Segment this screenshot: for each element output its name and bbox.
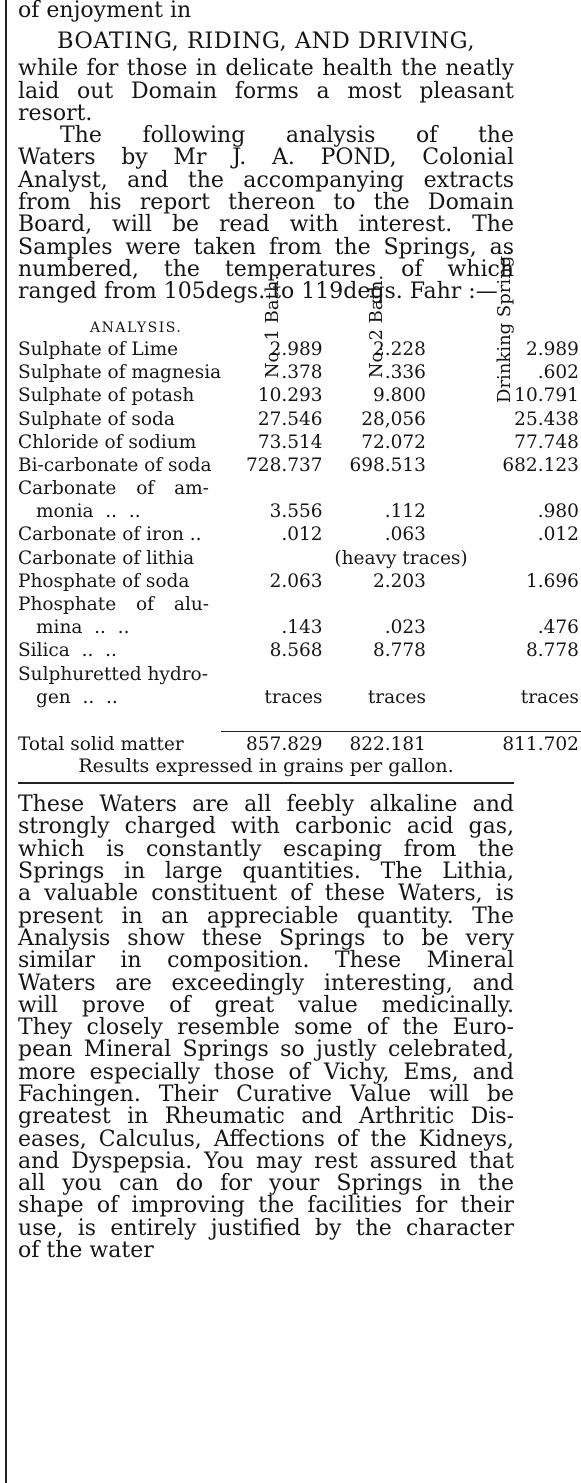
text-line: Analyst, and the accompanying extracts	[18, 167, 514, 193]
text-line: Analysis show these Springs to be very	[18, 925, 514, 951]
intro-line: of enjoyment in	[18, 0, 192, 23]
table-row: Sulphate of soda 27.546 28,056 25.438	[18, 408, 579, 430]
text-line: more especially those of Vichy, Ems, and	[18, 1059, 514, 1085]
table-row: Bi-carbonate of soda 728.737 698.513 682.123	[18, 454, 579, 476]
text-line: similar in composition. These Mineral	[18, 948, 514, 974]
table-row: Phosphate of alu-	[18, 594, 210, 615]
table-row: Sulphate of Lime 2.989 2.228 2.989	[18, 338, 579, 360]
text-line: all you can do for your Springs in the	[18, 1171, 514, 1197]
text-line: greatest in Rheumatic and Arthritic Dis-	[18, 1104, 514, 1130]
text-line: Springs in large quantities. The Lithia,	[18, 859, 514, 885]
section-divider	[18, 782, 514, 784]
column-header: No. 2 Bath.	[365, 274, 387, 378]
table-row: Carbonate of iron .. .012 .063 .012	[18, 524, 579, 546]
article-column	[18, 0, 579, 1264]
text-line: Waters by Mr J. A. POND, Colonial	[18, 145, 514, 171]
table-row: Carbonate of am-	[18, 478, 209, 500]
text-line: Board, will be read with interest. The	[18, 212, 514, 238]
text-line: pean Mineral Springs so justly celebrated,	[18, 1037, 514, 1063]
table-row: Chloride of sodium 73.514 72.072 77.748	[18, 431, 579, 453]
heavy-traces-note: (heavy traces)	[334, 547, 468, 569]
text-line: strongly charged with carbonic acid gas,	[18, 814, 514, 840]
table-row: Phosphate of soda 2.063 2.203 1.696	[18, 570, 579, 592]
table-row: Sulphate of potash 10.293 9.800 10.791	[18, 385, 579, 407]
paragraph-1	[18, 58, 514, 125]
table-row: Carbonate of lithia (heavy traces)	[18, 545, 581, 568]
text-line: which is constantly escaping from the	[18, 836, 514, 862]
table-row: Sulphate of magnesia .378 .336 .602	[18, 362, 579, 384]
table-row: mina .. .. .143 .023 .476	[36, 617, 579, 639]
text-line: resort.	[18, 100, 93, 126]
text-line: Waters are exceedingly interesting, and	[18, 970, 514, 996]
text-line: Samples were taken from the Springs, as	[18, 234, 514, 260]
column-header: No. 1 Bath.	[262, 274, 284, 378]
text-line: of the water	[18, 1238, 154, 1264]
table-title: ANALYSIS.	[90, 319, 183, 336]
text-line: laid out Domain forms a most pleasant	[18, 78, 514, 104]
text-line: and Dyspepsia. You may rest assured that	[18, 1148, 514, 1174]
text-line: from his report thereon to the Domain	[18, 190, 514, 216]
table-row: gen .. .. traces traces traces	[36, 686, 579, 708]
total-rule	[18, 708, 581, 732]
column-header: Drinking Spring.	[493, 249, 515, 403]
text-line: numbered, the temperatures of which	[18, 256, 514, 282]
text-line: a valuable constituent of these Waters, is	[18, 881, 514, 907]
total-row: Total solid matter 857.829 822.181 811.702	[18, 734, 579, 756]
activities-heading: BOATING, RIDING, AND DRIVING,	[56, 28, 476, 55]
text-line: will prove of great value medicinally.	[18, 992, 514, 1018]
text-line: The following analysis of the	[60, 123, 514, 149]
text-line: These Waters are all feebly alkaline and	[18, 792, 514, 818]
text-line: present in an appreciable quantity. The	[18, 903, 514, 929]
text-line: eases, Calculus, Affections of the Kidneys,	[18, 1126, 514, 1152]
text-line: shape of improving the facilities for their	[18, 1193, 514, 1219]
table-row: Silica .. .. 8.568 8.778 8.778	[18, 640, 579, 662]
paragraph-3	[18, 794, 514, 1262]
text-line: ranged from 105degs. to 119degs. Fahr :—	[18, 279, 498, 305]
text-line: They closely resemble some of the Euro-	[18, 1015, 514, 1041]
column-rule	[5, 0, 7, 1483]
text-line: use, is entirely justified by the character	[18, 1215, 514, 1241]
table-caption: Results expressed in grains per gallon.	[78, 755, 454, 778]
table-row: monia .. .. 3.556 .112 .980	[36, 501, 579, 523]
text-line: Fachingen. Their Curative Value will be	[18, 1081, 514, 1107]
table-row: Sulphuretted hydro-	[18, 663, 208, 685]
text-line: while for those in delicate health the neatly	[18, 56, 514, 82]
table-header-row	[18, 314, 581, 337]
